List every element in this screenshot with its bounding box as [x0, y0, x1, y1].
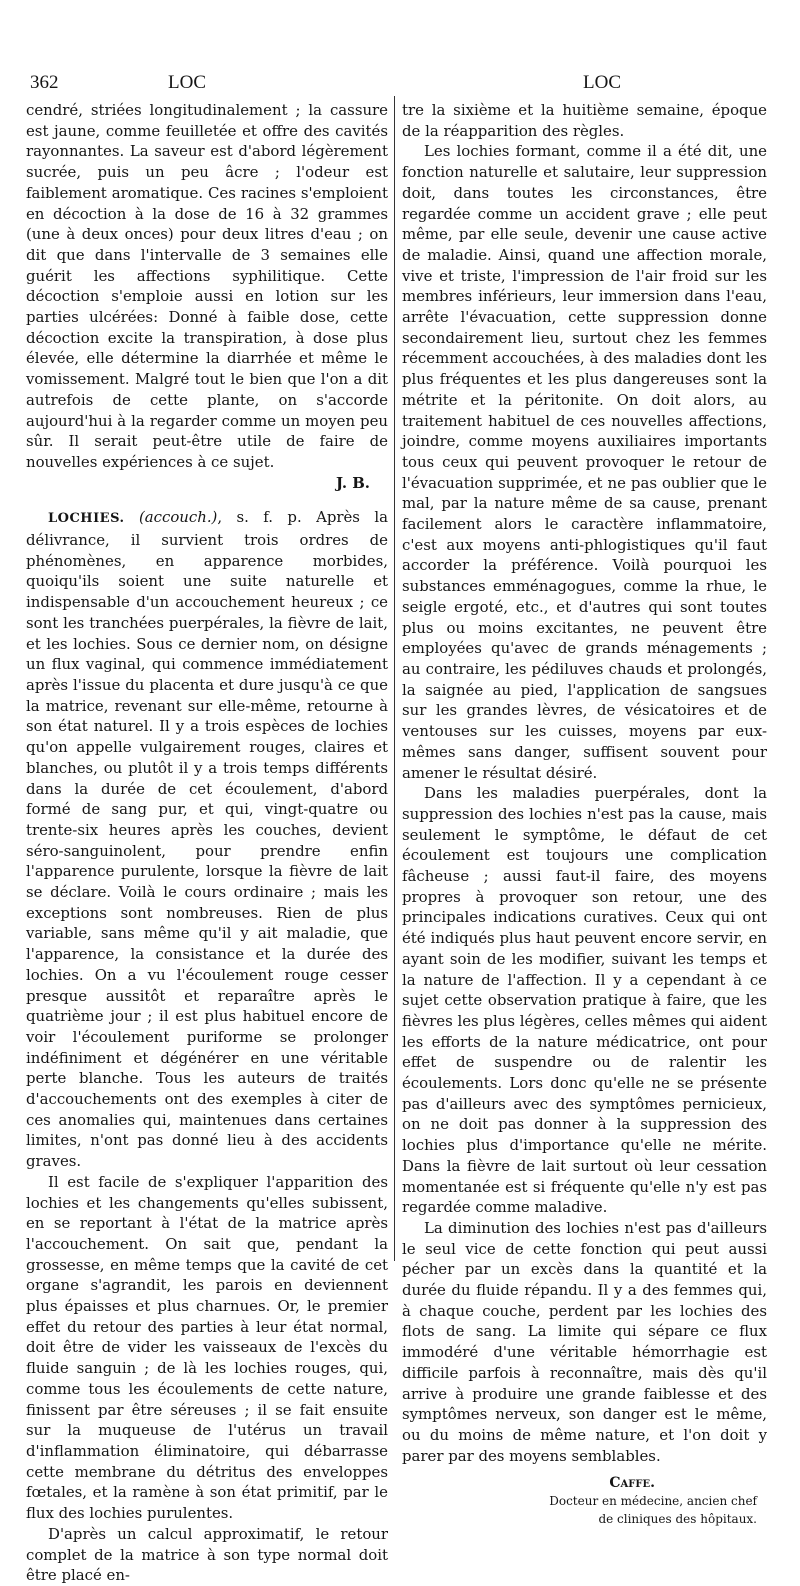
author-title: de cliniques des hôpitaux. [598, 1512, 757, 1527]
paragraph: D'après un calcul approximatif, le retour complet de la matrice à son type normal doit être placé en- [26, 1524, 388, 1585]
paragraph: Les lochies formant, comme il a été dit, une fonction naturelle et salutaire, leur suppression doit, dans toutes les circonstances, être regardée comme un accident grave ; elle peut même, par elle seule, devenir une cause active de maladie. Ainsi, quand une affection morale, vive et triste, l'impression de l'air froid sur les membres inférieurs, leur immersion dans l'eau, arrête l'évacuation, cette suppression donne secondairement lieu, surtout chez les femmes récemment accouchées, à des maladies dont les plus fréquentes et les plus dangereuses sont la métrite et la péritonite. On doit alors, au traitement habituel de ces nouvelles affections, joindre, comme moyens auxiliaires importants tous ceux qui peuvent provoquer le retour de l'évacuation supprimée, et ne pas oublier que le mal, par la nature même de sa cause, prenant facilement alors le caractère inflammatoire, c'est aux moyens anti-phlogistiques qu'il faut accorder la préférence. Voilà pourquoi les substances emménagogues, comme la rhue, le seigle ergoté, etc., et d'autres qui sont toutes plus ou moins excitantes, ne peuvent être employées qu'avec de grands ménagements ; au contraire, les pédiluves chauds et prolongés, la saignée au pied, l'application de sangsues sur les grandes lèvres, de vésicatoires et de ventouses sur les cuisses, moyens par eux-mêmes sans danger, suffisent souvent pour amener le résultat désiré. [402, 142, 767, 782]
paragraph: Dans les maladies puerpérales, dont la suppression des lochies n'est pas la cause, mais seulement le symptôme, le défaut de cet écoulement est toujours une complication fâcheuse ; aussi faut-il faire, des moyens propres à provoquer son retour, une des principales indications curatives. Ceux qui ont été indiqués plus haut peuvent encore servir, en ayant soin de les modifier, suivant les temps et la nature de l'affection. Il y a cependant à ce sujet cette observation pratique à faire, que les fièvres les plus légères, celles mêmes qui aident les efforts de la nature médicatrice, ont pour effet de suspendre ou de ralentir les écoulements. Lors donc qu'elle ne se présente pas d'ailleurs avec des symptômes pernicieux, on ne doit pas donner à la suppression des lochies plus d'importance qu'elle ne mérite. Dans la fièvre de lait surtout où leur cessation momentanée est si fréquente qu'elle n'y est pas regardée comme maladive. [402, 784, 767, 1217]
entry-lochies [26, 507, 388, 1172]
left-column [26, 100, 388, 1586]
entry-headword: LOCHIES. [48, 511, 125, 527]
column-divider [394, 96, 395, 1261]
author-block [402, 1474, 767, 1528]
right-column [402, 100, 767, 1528]
page-header [0, 72, 800, 96]
paragraph: La diminution des lochies n'est pas d'ailleurs le seul vice de cette fonction qui peut aussi pécher par un excès dans la quantité et la durée du fluide répandu. Il y a des femmes qui, à chaque couche, perdent par les lochies des flots de sang. La limite qui sépare ce flux immodéré d'une véritable hémorrhagie est difficile parfois à reconnaître, mais dès qu'il arrive à produire une grande faiblesse et des symptômes nerveux, son danger est le même, ou du moins de même nature, et l'on doit y parer par des moyens semblables. [402, 1218, 767, 1465]
page-number: 362 [30, 72, 59, 93]
running-head-right: LOC [583, 72, 621, 93]
signature-jb: J. B. [335, 473, 370, 492]
paragraph: Il est facile de s'expliquer l'apparition des lochies et les changements qu'elles subissent, en se reportant à l'état de la matrice après l'accouchement. On sait que, pendant la grossesse, en même temps que la cavité de cet organe s'agrandit, les parois en deviennent plus épaisses et plus charnues. Or, le premier effet du retour des parties à leur état normal, doit être de vider les vaisseaux de l'excès du fluide sanguin ; de là les lochies rouges, qui, comme tous les écoulements de cette nature, finissent par être séreuses ; il se fait ensuite sur la muqueuse de l'utérus un travail d'inflammation éliminatoire, qui débarrasse cette membrane du détritus des enveloppes fœtales, et la ramène à son état primitif, par le flux des lochies purulentes. [26, 1172, 388, 1523]
entry-abbrev: (accouch.) [138, 508, 218, 527]
entry-text: , s. f. p. Après la délivrance, il survient trois ordres de phénomènes, en apparence morbides, quoiqu'ils soient une suite naturelle et indispensable d'un accouchement heureux ; ce sont les tranchées puerpérales, la fièvre de lait, et les lochies. Sous ce dernier nom, on désigne un flux vaginal, qui commence immédiatement après l'issue du placenta et dure jusqu'à ce que la matrice, revenant sur elle-même, retourne à son état naturel. Il y a trois espèces de lochies qu'on appelle vulgairement rouges, claires et blanches, ou plutôt il y a trois temps différents dans la durée de cet écoulement, d'abord formé de sang pur, et qui, vingt-quatre ou trente-six heures après les couches, devient séro-sanguinolent, pour prendre enfin l'apparence purulente, lorsque la fièvre de lait se déclare. Voilà le cours ordinaire ; mais les exceptions sont nombreuses. Rien de plus variable, sans même qu'il y ait maladie, que l'apparence, la consistance et la durée des lochies. On a vu l'écoulement rouge cesser presque aussitôt et reparaître après le quatrième jour ; il est plus habituel encore de voir l'écoulement puriforme se prolonger indéfiniment et dégénérer en une véritable perte blanche. Tous les auteurs de traités d'accouchements ont des exemples à citer de ces anomalies qui, maintenues dans certaines limites, n'ont pas donné lieu à des accidents graves. [26, 508, 388, 1171]
paragraph-continued: tre la sixième et la huitième semaine, époque de la réapparition des règles. [402, 101, 767, 140]
paragraph-continued: cendré, striées longitudinalement ; la cassure est jaune, comme feuilletée et offre des cavités rayonnantes. La saveur est d'abord légèrement sucrée, puis un peu âcre ; l'odeur est faiblement aromatique. Ces racines s'emploient en décoction à la dose de 16 à 32 grammes (une à deux onces) pour deux litres d'eau ; on dit que dans l'intervalle de 3 semaines elle guérit les affections syphilitique. Cette décoction s'emploie aussi en lotion sur les parties ulcérées: Donné à faible dose, cette décoction excite la transpiration, à dose plus élevée, elle détermine la diarrhée et même le vomissement. Malgré tout le bien que l'on a dit autrefois de cette plante, on s'accorde aujourd'hui à la regarder comme un moyen peu sûr. Il serait peut-être utile de faire de nouvelles expériences à ce sujet. [26, 101, 388, 471]
author-title: Docteur en médecine, ancien chef [549, 1494, 757, 1509]
spacer [26, 493, 388, 507]
running-head-left: LOC [168, 72, 206, 93]
author-name: Caffe. [609, 1475, 655, 1492]
